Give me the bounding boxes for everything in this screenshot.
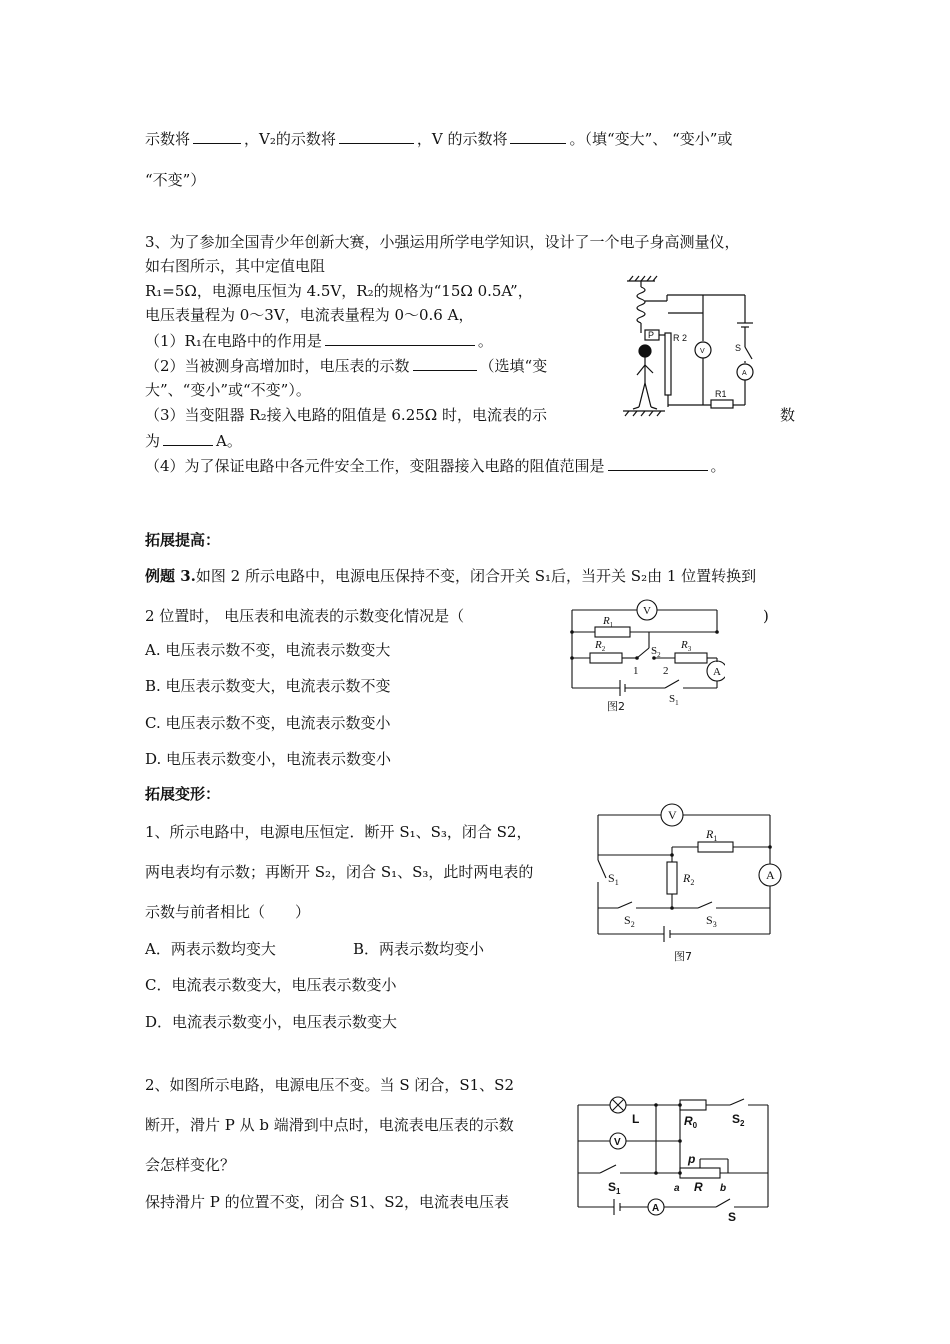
example-3-line-2: 2 位置时， 电压表和电流表的示数变化情况是（ xyxy=(145,607,465,625)
q2fig-b-end: b xyxy=(720,1183,727,1194)
var-q1-line-3: 示数与前者相比（ ） xyxy=(145,903,311,921)
q2fig-r: R xyxy=(694,1180,703,1194)
q2fig-a-end: a xyxy=(674,1183,680,1194)
option-d[interactable]: D. 电压表示数变小，电流表示数变小 xyxy=(145,750,392,768)
q2fig-r0: $R_0$ xyxy=(684,1114,698,1130)
q2fig-s1: $S_1$ xyxy=(608,1180,621,1196)
q2-line-3: 会怎样变化？ xyxy=(145,1156,236,1174)
var-q1-line-1: 1、所示电路中，电源电压恒定．断开 S₁、S₃，闭合 S2， xyxy=(145,823,532,841)
fig2-a: A xyxy=(713,666,721,678)
fig-label-r1: R1 xyxy=(715,389,727,399)
blank-v[interactable] xyxy=(510,128,566,144)
example-label: 例题 3. xyxy=(145,567,196,585)
fig7-caption: 图7 xyxy=(674,950,692,963)
blank-r1-role[interactable] xyxy=(325,330,475,346)
fig7-s2: $S_2$ xyxy=(624,913,635,929)
var-option-c[interactable]: C．电流表示数变大，电压表示数变小 xyxy=(145,976,397,994)
fig7-r1: $R_1$ xyxy=(706,827,718,843)
fig2-s2: $S_2$ xyxy=(651,645,661,659)
q3-sub-3a: （3）当变阻器 R₂接入电路的阻值是 6.25Ω 时，电流表的示 xyxy=(145,406,547,424)
q2fig-v: V xyxy=(614,1137,621,1148)
option-b[interactable]: B. 电压表示数变大，电流表示数不变 xyxy=(145,677,391,695)
q2-line-1: 2、如图所示电路，电源电压不变。当 S 闭合，S1、S2 xyxy=(145,1076,514,1094)
var-option-b[interactable]: B．两表示数均变小 xyxy=(353,940,485,958)
q3-spec-1: R₁=5Ω，电源电压恒为 4.5V，R₂的规格为“15Ω 0.5A”， xyxy=(145,282,533,300)
q2fig-l: L xyxy=(632,1112,640,1126)
example-3-line-1: 例题 3.如图 2 所示电路中，电源电压保持不变，闭合开关 S₁后，当开关 S₂由 1 位置转换到 xyxy=(145,567,757,585)
q2fig-s2: $S_2$ xyxy=(732,1112,745,1128)
fig2-pos-1: 1 xyxy=(633,665,639,677)
fig7-s3: $S_3$ xyxy=(706,913,717,929)
option-c[interactable]: C. 电压表示数不变，电流表示数变小 xyxy=(145,714,391,732)
q2-line-2: 断开，滑片 P 从 b 端滑到中点时，电流表电压表的示数 xyxy=(145,1116,514,1134)
blank-v2[interactable] xyxy=(339,128,414,144)
q3-sub-3b: 为 A。 xyxy=(145,432,242,450)
fig2-r1: $R_1$ xyxy=(603,615,614,629)
var-q1-line-2: 两电表均有示数；再断开 S₂，闭合 S₁、S₃，此时两电表的 xyxy=(145,863,534,881)
fig-label-a: A xyxy=(742,370,747,377)
fig7-s1: $S_1$ xyxy=(608,871,619,887)
q3-spec-2: 电压表量程为 0～3V，电流表量程为 0～0.6 A， xyxy=(145,306,474,324)
var-option-a[interactable]: A．两表示数均变大 xyxy=(145,940,276,958)
q3-sub-3a-tail: 数 xyxy=(780,406,796,424)
blank-current[interactable] xyxy=(163,430,213,446)
height-meter-figure xyxy=(615,275,790,420)
q3-intro-2: 如右图所示，其中定值电阻 xyxy=(145,257,326,275)
fig7-r2: $R_2$ xyxy=(683,871,695,887)
fig-label-r2: R 2 xyxy=(673,333,688,343)
q3-sub-2b: 大”、“变小”或“不变”）。 xyxy=(145,381,311,399)
blank-v1[interactable] xyxy=(193,128,241,144)
fig2-caption: 图2 xyxy=(607,700,625,713)
extension-heading: 拓展提高： xyxy=(145,531,221,549)
q2fig-s: S xyxy=(728,1210,737,1224)
variation-heading: 拓展变形： xyxy=(145,785,221,803)
var-option-d[interactable]: D．电流表示数变小，电压表示数变大 xyxy=(145,1013,398,1031)
fig2-pos-2: 2 xyxy=(663,665,669,677)
top-line-1: 示数将 ，V₂的示数将 ，V 的示数将 。（填“变大”、 “变小”或 xyxy=(145,130,733,148)
q2fig-p: p xyxy=(688,1152,696,1166)
q2fig-a: A xyxy=(652,1203,660,1214)
fig2-v: V xyxy=(643,605,651,617)
figure-7-circuit xyxy=(588,800,788,965)
fig-label-s: S xyxy=(735,343,742,353)
figure-2-circuit xyxy=(565,598,725,716)
fig7-a: A xyxy=(766,868,775,882)
q2-circuit-figure xyxy=(570,1095,775,1225)
top-line-2: “不变”） xyxy=(145,171,206,189)
q3-sub-4: （4）为了保证电路中各元件安全工作，变阻器接入电路的阻值范围是 。 xyxy=(145,457,726,475)
fig2-r2: $R_2$ xyxy=(595,639,606,653)
fig7-v: V xyxy=(668,808,677,822)
fig-label-v: V xyxy=(700,348,705,355)
q3-intro-1: 3、为了参加全国青少年创新大赛，小强运用所学电学知识，设计了一个电子身高测量仪， xyxy=(145,233,740,251)
q3-sub-2a: （2）当被测身高增加时，电压表的示数 （选填“变 xyxy=(145,357,548,375)
q2-line-4: 保持滑片 P 的位置不变，闭合 S1、S2，电流表电压表 xyxy=(145,1193,510,1211)
fig-label-p: P xyxy=(648,330,655,340)
example-3-close: ) xyxy=(763,607,769,625)
fig2-r3: $R_3$ xyxy=(681,639,692,653)
blank-voltmeter-change[interactable] xyxy=(413,355,477,371)
q3-sub-1: （1）R₁在电路中的作用是 。 xyxy=(145,332,493,350)
option-a[interactable]: A. 电压表示数不变，电流表示数变大 xyxy=(145,641,391,659)
fig2-s1: $S_1$ xyxy=(669,693,679,707)
blank-range[interactable] xyxy=(608,455,708,471)
